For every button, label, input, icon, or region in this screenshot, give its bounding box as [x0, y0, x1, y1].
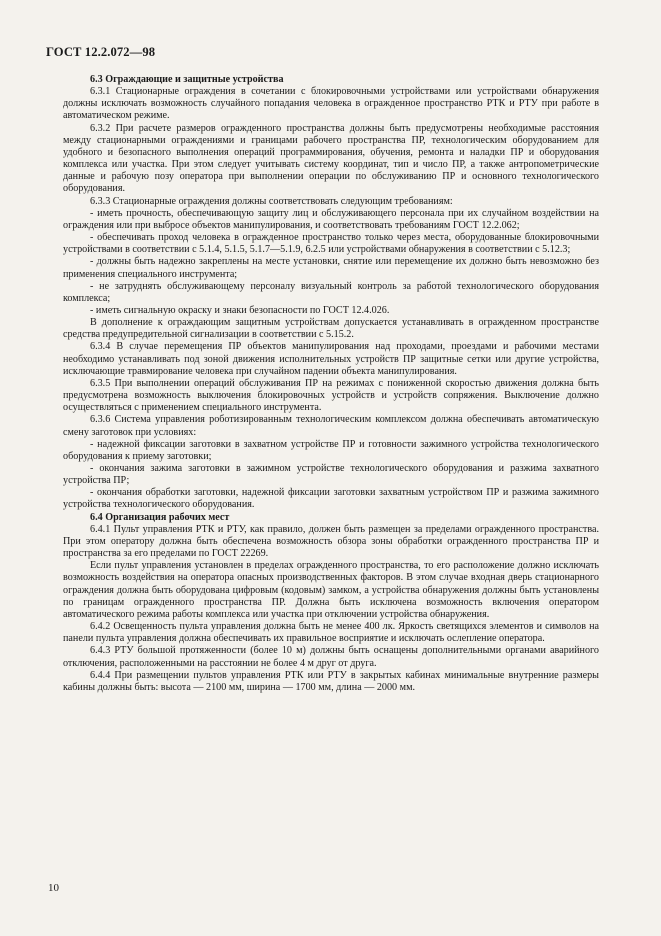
list-item: - обеспечивать проход человека в огражденное пространство только через места, оборудованные блокировочными устройствами в соответствии с 5.1.4, 5.1.5, 5.1.7—5.1.9, 6.2.5 или устройствами обнаружения в соответствии с 5.12.3;: [63, 232, 599, 256]
paragraph: 6.4.4 При размещении пультов управления РТК или РТУ в закрытых кабинах минимальные внутренние размеры кабины должны быть: высота — 2100 мм, ширина — 1700 мм, длина — 2000 мм.: [63, 669, 599, 693]
paragraph: 6.4.1 Пульт управления РТК и РТУ, как правило, должен быть размещен за пределами огражденного пространства. При этом оператору должна быть обеспечена возможность обзора зоны обработки огражденного пространства ПР и пространства за его пределами по ГОСТ 22269.: [63, 523, 599, 560]
paragraph: 6.3.2 При расчете размеров огражденного пространства должны быть предусмотрены необходимые расстояния между стационарными ограждениями и границами рабочего пространства ПР, технологическим оборудованием для удобного и безопасного выполнения операций программирования, обучения, ремонта и наладки ПР и оборудования комплекса или участка. При этом следует учитывать систему координат, тип и число ПР, а также антропометрические данные и рабочую позу оператора при выполнении операции по обслуживанию ПР и основного технологического оборудования.: [63, 122, 599, 195]
list-item: - иметь сигнальную окраску и знаки безопасности по ГОСТ 12.4.026.: [90, 304, 390, 316]
paragraph: 6.4.2 Освещенность пульта управления должна быть не менее 400 лк. Яркость светящихся элементов и символов на панели пульта управления должна обеспечивать их правильное восприятие и исключать ослепление оператора.: [63, 621, 599, 645]
list-item: - иметь прочность, обеспечивающую защиту лиц и обслуживающего персонала при их случайном воздействии на ограждения или при выбросе объектов манипулирования, и соответствовать требованиям ГОСТ 12.2.062;: [63, 207, 599, 231]
paragraph: 6.3.6 Система управления роботизированным технологическим комплексом должна обеспечивать автоматическую смену заготовок при условиях:: [63, 414, 599, 438]
page-number: 10: [48, 882, 59, 894]
paragraph: 6.3.3 Стационарные ограждения должны соответствовать следующим требованиям:: [90, 195, 453, 207]
section-heading-6-3: 6.3 Ограждающие и защитные устройства: [90, 74, 284, 85]
paragraph: 6.4.3 РТУ большой протяженности (более 10 м) должны быть оснащены дополнительными органами аварийного отключения, расположенными на расстоянии не более 4 м друг от друга.: [63, 645, 599, 669]
list-item: - должны быть надежно закреплены на месте установки, снятие или перемещение их должно быть невозможно без применения специального инструмента;: [63, 256, 599, 280]
list-item: - окончания зажима заготовки в зажимном устройстве технологического оборудования и разжима захватного устройства ПР;: [63, 463, 599, 487]
list-item: - надежной фиксации заготовки в захватном устройстве ПР и готовности зажимного устройства технологического оборудования к приему заготовки;: [63, 438, 599, 462]
paragraph: 6.3.5 При выполнении операций обслуживания ПР на режимах с пониженной скоростью движения должна быть предусмотрена возможность выключения блокировочных устройств и устройств сопряжения. Выключение должно осуществляться с применением специального инструмента.: [63, 377, 599, 414]
document-body: [63, 74, 599, 694]
section-heading-6-4: 6.4 Организация рабочих мест: [90, 511, 230, 523]
running-header: ГОСТ 12.2.072—98: [46, 45, 156, 59]
paragraph: 6.3.4 В случае перемещения ПР объектов манипулирования над проходами, проездами и рабочими местами необходимо устанавливать под зоной движения исполнительных устройств ПР защитные сетки или другие устройства, исключающие травмирование человека при случайном падении объекта манипулирования.: [63, 341, 599, 377]
list-item: - окончания обработки заготовки, надежной фиксации заготовки захватным устройством ПР и разжима зажимного устройства технологического оборудования.: [63, 487, 599, 511]
paragraph: 6.3.1 Стационарные ограждения в сочетании с блокировочными устройствами или устройствами обнаружения должны исключать возможность случайного попадания человека в огражденное пространство РТК и РТУ при работе в автоматическом режиме.: [63, 86, 599, 122]
paragraph: В дополнение к ограждающим защитным устройствам допускается устанавливать в огражденном пространстве средства предупредительной сигнализации в соответствии с 5.15.2.: [63, 317, 599, 341]
list-item: - не затруднять обслуживающему персоналу визуальный контроль за работой технологического оборудования комплекса;: [63, 280, 599, 304]
paragraph: Если пульт управления установлен в пределах огражденного пространства, то его расположение должно исключать возможность воздействия на оператора опасных производственных факторов. В этом случае входная дверь стационарного ограждения должна быть оборудована цифровым (кодовым) замком, а устройства обнаружения должны быть установлены по границам огражденного пространства ПР. Должна быть исключена возможность включения оператором автоматического режима работы комплекса или участка при отключении устройства обнаружения.: [63, 560, 599, 620]
